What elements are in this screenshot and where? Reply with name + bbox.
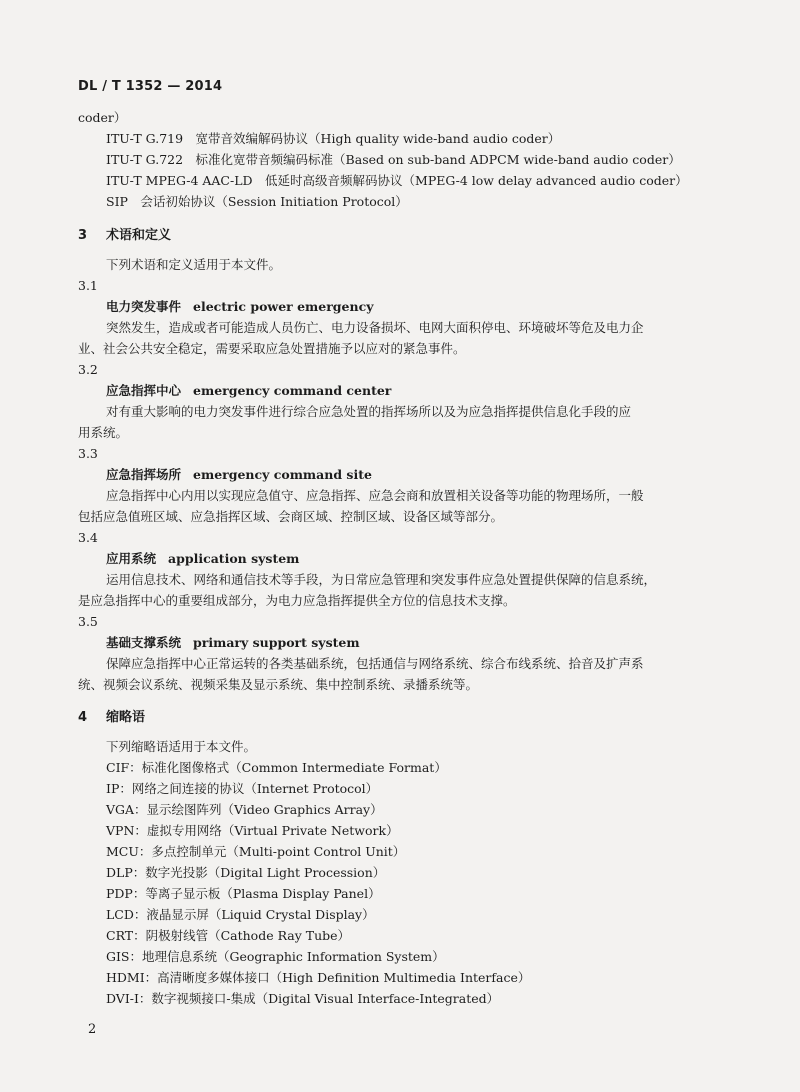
term-heading [106,635,360,651]
codec-item: ITU-T MPEG-4 AAC-LD 低延时高级音频解码协议（MPEG-4 low delay advanced audio coder） [106,173,688,188]
term-en: emergency command site [193,467,372,482]
term-zh: 应用系统 [106,551,157,566]
term-definition: 包括应急值班区域、应急指挥区域、会商区域、控制区域、设备区域等部分。 [78,509,504,524]
term-definition: 是应急指挥中心的重要组成部分，为电力应急指挥提供全方位的信息技术支撑。 [78,593,516,608]
abbreviation-item: VPN：虚拟专用网络（Virtual Private Network） [106,823,399,838]
section-number: 4 [78,710,88,725]
section-intro: 下列术语和定义适用于本文件。 [106,257,282,272]
section-intro: 下列缩略语适用于本文件。 [106,739,257,754]
term-heading [106,551,299,567]
abbreviation-item: IP：网络之间连接的协议（Internet Protocol） [106,781,379,796]
term-definition: 运用信息技术、网络和通信技术等手段，为日常应急管理和突发事件应急处置提供保障的信息系统， [106,572,657,587]
term-number: 3.1 [78,278,98,293]
section-title: 缩略语 [106,710,146,725]
continuation-text: coder） [78,110,127,125]
term-zh: 基础支撑系统 [106,635,182,650]
term-definition: 统、视频会议系统、视频采集及显示系统、集中控制系统、录播系统等。 [78,677,479,692]
term-en: primary support system [193,635,360,650]
codec-item: SIP 会话初始协议（Session Initiation Protocol） [106,194,408,209]
abbreviation-item: CRT：阴极射线管（Cathode Ray Tube） [106,928,351,943]
term-en: electric power emergency [193,299,374,314]
term-zh: 电力突发事件 [106,299,182,314]
codec-item: ITU-T G.719 宽带音效编解码协议（High quality wide-band audio coder） [106,131,561,146]
term-heading [106,467,372,483]
abbreviation-item: DLP：数字光投影（Digital Light Procession） [106,865,386,880]
abbreviation-item: HDMI：高清晰度多媒体接口（High Definition Multimedia Interface） [106,970,531,985]
section-number: 3 [78,228,88,243]
page-number: 2 [88,1022,97,1037]
term-number: 3.3 [78,446,98,461]
abbreviation-item: DVI-I：数字视频接口-集成（Digital Visual Interface-Integrated） [106,991,500,1006]
section-title: 术语和定义 [106,228,172,243]
term-heading [106,383,391,399]
abbreviation-item: MCU：多点控制单元（Multi-point Control Unit） [106,844,406,859]
codec-item: ITU-T G.722 标准化宽带音频编码标准（Based on sub-band ADPCM wide-band audio coder） [106,152,681,167]
term-definition: 业、社会公共安全稳定，需要采取应急处置措施予以应对的紧急事件。 [78,341,466,356]
document-header: DL / T 1352 — 2014 [78,79,223,94]
term-number: 3.4 [78,530,98,545]
term-en: application system [168,551,300,566]
section-heading [78,710,145,726]
term-zh: 应急指挥中心 [106,383,182,398]
abbreviation-item: PDP：等离子显示板（Plasma Display Panel） [106,886,381,901]
term-number: 3.5 [78,614,98,629]
abbreviation-item: LCD：液晶显示屏（Liquid Crystal Display） [106,907,375,922]
term-number: 3.2 [78,362,98,377]
term-definition: 保障应急指挥中心正常运转的各类基础系统，包括通信与网络系统、综合布线系统、拾音及扩声系 [106,656,644,671]
abbreviation-item: GIS：地理信息系统（Geographic Information System） [106,949,445,964]
term-definition: 用系统。 [78,425,129,440]
term-heading [106,299,373,315]
term-en: emergency command center [193,383,392,398]
abbreviation-item: VGA：显示绘图阵列（Video Graphics Array） [106,802,383,817]
term-definition: 对有重大影响的电力突发事件进行综合应急处置的指挥场所以及为应急指挥提供信息化手段的应 [106,404,632,419]
term-zh: 应急指挥场所 [106,467,182,482]
term-definition: 应急指挥中心内用以实现应急值守、应急指挥、应急会商和放置相关设备等功能的物理场所，一般 [106,488,644,503]
abbreviation-item: CIF：标准化图像格式（Common Intermediate Format） [106,760,447,775]
term-definition: 突然发生，造成或者可能造成人员伤亡、电力设备损坏、电网大面积停电、环境破坏等危及电力企 [106,320,644,335]
section-heading [78,228,171,244]
